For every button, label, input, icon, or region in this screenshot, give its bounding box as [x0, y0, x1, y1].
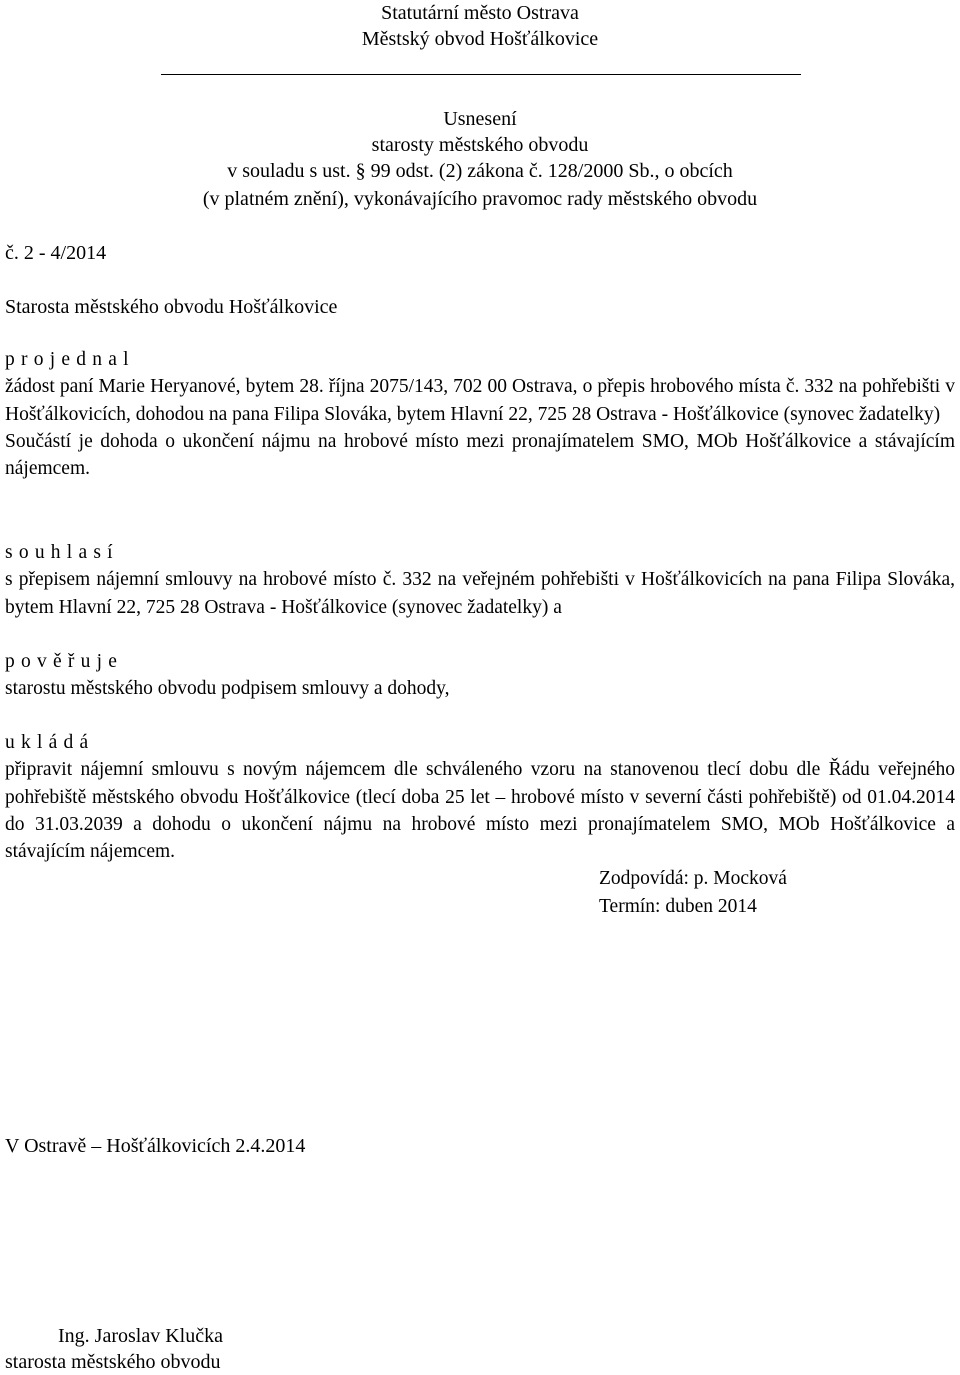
document-title: Usnesení [443, 108, 517, 130]
heading-projednal: projednal [5, 349, 135, 370]
place-and-date: V Ostravě – Hošťálkovicích 2.4.2014 [5, 1135, 306, 1157]
author-line: Starosta městského obvodu Hošťálkovice [5, 296, 338, 318]
heading-souhlasi: souhlasí [5, 542, 119, 563]
document-subtitle: starosty městského obvodu [371, 134, 589, 156]
responsible-person: Zodpovídá: p. Mocková [599, 868, 787, 890]
section-souhlasi [5, 539, 955, 621]
header-divider [161, 74, 801, 75]
section-poveruje [5, 648, 955, 703]
souhlasi-text: s přepisem nájemní smlouvy na hrobové místo č. 332 na veřejném pohřebišti v Hošťálkovicích na pana Filipa Slováka, bytem Hlavní 22, 725 28 Ostrava - Hošťálkovice (synovec žadatelky) a [5, 569, 955, 618]
section-uklada [5, 729, 955, 920]
legal-basis-line1: v souladu s ust. § 99 odst. (2) zákona č. 128/2000 Sb., o obcích [227, 160, 733, 182]
projednal-text: žádost paní Marie Heryanové, bytem 28. října 2075/143, 702 00 Ostrava, o přepis hrobového místa č. 332 na pohřebišti v Hošťálkovicích, dohodou na pana Filipa Slováka, bytem Hlavní 22, 725 28 Ostrava - Hošťálkovice (synovec žadatelky) [5, 376, 955, 425]
signatory-role: starosta městského obvodu [5, 1351, 221, 1373]
heading-poveruje: pověřuje [5, 651, 124, 672]
deadline: Termín: duben 2014 [599, 895, 757, 917]
header-city: Statutární město Ostrava [381, 2, 579, 24]
projednal-text-2: Součástí je dohoda o ukončení nájmu na hrobové místo mezi pronajímatelem SMO, MOb Hošťálkovice a stávajícím nájemcem. [5, 430, 955, 480]
header-district: Městský obvod Hošťálkovice [361, 28, 599, 50]
signatory-name: Ing. Jaroslav Klučka [58, 1325, 223, 1347]
heading-uklada: ukládá [5, 732, 95, 753]
poveruje-text: starostu městského obvodu podpisem smlouvy a dohody, [5, 678, 450, 700]
uklada-text: připravit nájemní smlouvu s novým nájemcem dle schváleného vzoru na stanovenou tlecí dobu dle Řádu veřejného pohřebiště městského obvodu Hošťálkovice (tlecí doba 25 let – hrobové místo v severní části pohřebiště) od 01.04.2014 do 31.03.2039 a dohodu o ukončení nájmu na hrobové místo mezi pronajímatelem SMO, MOb Hošťálkovice a stávajícím nájemcem. [5, 759, 955, 863]
section-projednal [5, 346, 955, 482]
resolution-number: č. 2 - 4/2014 [5, 242, 107, 264]
legal-basis-line2: (v platném znění), vykonávajícího pravomoc rady městského obvodu [202, 188, 758, 210]
